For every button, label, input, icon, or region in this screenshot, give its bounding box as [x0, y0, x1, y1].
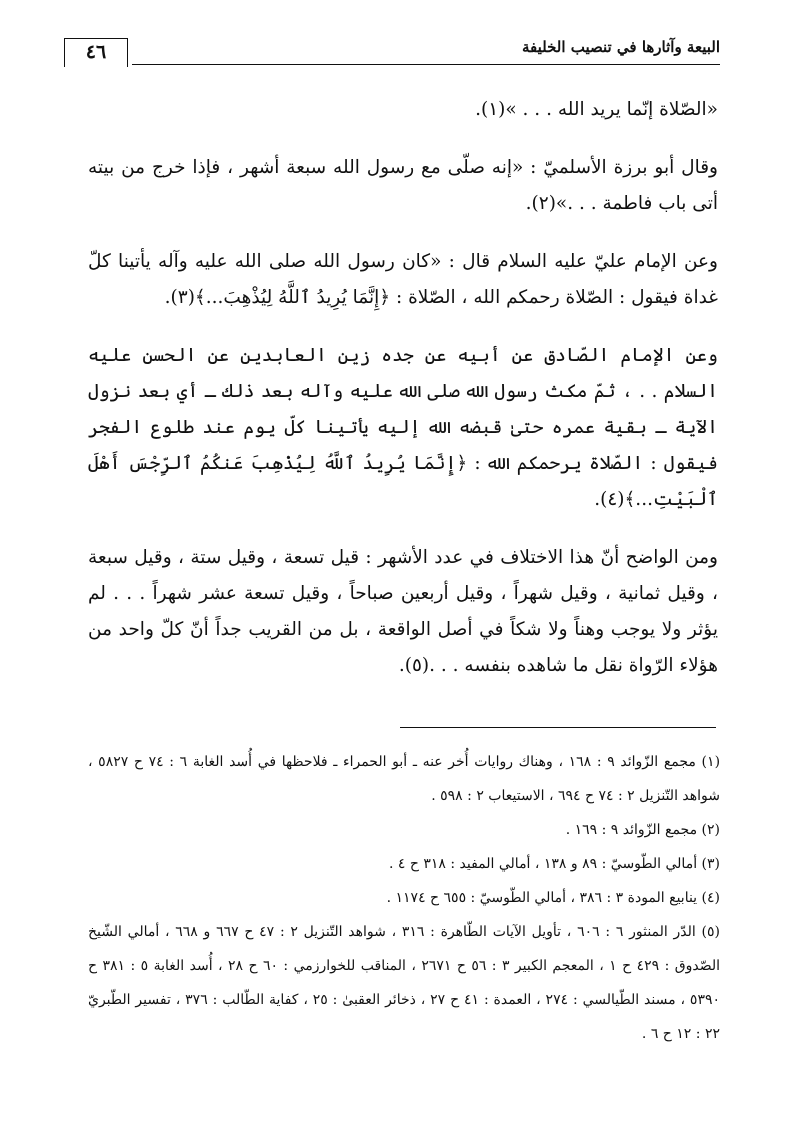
footnote-5: (٥) الدّر المنثور ٦ : ٦٠٦ ، تأويل الآيات الطّاهرة : ٣١٦ ، شواهد التّنزيل ٢ : ٤٧ ح ٦٦٧ و ٦٦٨ ، أمالي الشّيخ الصّدوق : ٤٢٩ ح ١ ، المعجم الكبير ٣ : ٥٦ ح ٢٦٧١ ، المناقب للخوارزمي : ٦٠ ح ٢٨ ، أُسد الغابة ٥ : ٣٨١ ح ٥٣٩٠ ، مسند الطّيالسي : ٢٧٤ ، العمدة : ٤١ ح ٢٧ ، ذخائر العقبىٰ : ٢٥ ، كفاية الطّالب : ٣٧٦ ، تفسير الطّبريّ ٢٢ : ١٢ ح ٦ .: [88, 924, 721, 1042]
footnote-2: (٢) مجمع الزّوائد ٩ : ١٦٩ .: [565, 822, 720, 838]
footnote-4: (٤) ينابيع المودة ٣ : ٣٨٦ ، أمالي الطّوسيّ : ٦٥٥ ح ١١٧٤ .: [386, 890, 720, 906]
header-rule: [132, 64, 720, 65]
paragraph-2: وقال أبو برزة الأسلميّ : «إنه صلّى مع رسول الله سبعة أشهر ، فإذا خرج من بيته أتى باب فاطمة . . .»(٢).: [88, 157, 718, 214]
page-number: ٤٦: [64, 38, 128, 67]
main-text: [88, 92, 718, 706]
paragraph-3: وعن الإمام عليّ عليه السلام قال : «كان رسول الله صلى الله عليه وآله يأتينا كلّ غداة فيقول : الصّلاة رحمكم الله ، الصّلاة : ﴿إِنَّمَا يُرِيدُ ٱللَّهُ لِيُذْهِبَ...﴾(٣).: [88, 251, 718, 308]
paragraph-5: ومن الواضح أنّ هذا الاختلاف في عدد الأشهر : قيل تسعة ، وقيل ستة ، وقيل سبعة ، وقيل ثمانية ، وقيل شهراً ، وقيل أربعين صباحاً ، وقيل تسعة عشر شهراً . . . لم يؤثر ولا يوجب وهناً ولا شكاً في أصل الواقعة ، بل من القريب جداً أنّ كلّ واحد من هؤلاء الرّواة نقل ما شاهده بنفسه . . .(٥).: [88, 547, 718, 676]
running-header: [60, 38, 720, 70]
paragraph-1: «الصّلاة إنّما يريد الله . . . »(١).: [475, 99, 718, 120]
footnote-divider: [400, 727, 716, 728]
footnotes: [88, 745, 720, 1051]
footnote-3: (٣) أمالي الطّوسيّ : ٨٩ و ١٣٨ ، أمالي المفيد : ٣١٨ ح ٤ .: [388, 856, 720, 872]
footnote-1: (١) مجمع الزّوائد ٩ : ١٦٨ ، وهناك روايات أُخر عنه ـ أبو الحمراء ـ فلاحظها في أُسد الغابة ٦ : ٧٤ ح ٥٨٢٧ ، شواهد التّنزيل ٢ : ٧٤ ح ٦٩٤ ، الاستيعاب ٢ : ٥٩٨ .: [88, 754, 721, 804]
paragraph-4: وعن الإمام الصّادق عن أبيه عن جده زين العابدين عن الحسن عليه السلام . . ، ثمّ مكث رسول الله صلى الله عليه وآله بعد ذلك ـ أي بعد نزول الآية ـ بقية عمره حتىٰ قبضه الله إليه يأتينا كلّ يوم عند طلوع الفجر فيقول : الصّلاة يرحمكم الله : ﴿إِنَّمَا يُرِيدُ ٱللَّهُ لِيُذْهِبَ عَنكُمُ ٱلرِّجْسَ أَهْلَ ٱلْبَيْتِ...﴾(٤).: [88, 345, 718, 510]
running-header-title: البيعة وآثارها في تنصيب الخليفة: [521, 38, 720, 56]
